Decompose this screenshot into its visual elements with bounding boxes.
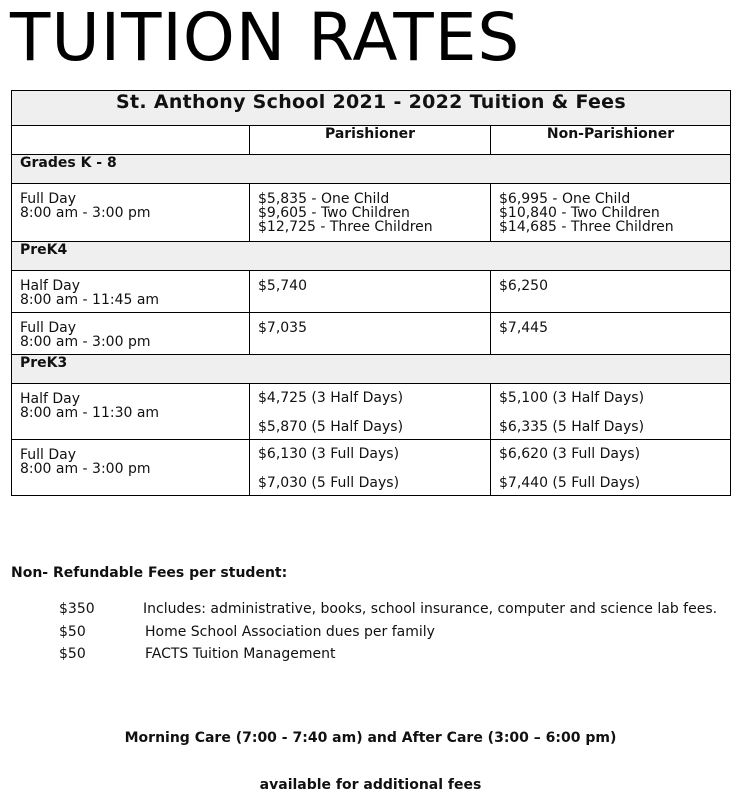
rate-line: $5,870 (5 Half Days): [258, 419, 404, 435]
session-name: Full Day: [20, 191, 77, 207]
care-line: Morning Care (7:00 - 7:40 am) and After Care (3:00 – 6:00 pm): [124, 730, 617, 746]
rate-line: $7,445: [499, 320, 548, 336]
section-heading: PreK4: [12, 242, 731, 271]
parishioner-rate-cell: [250, 384, 491, 440]
fee-amount: $350: [59, 601, 95, 617]
non-parishioner-rate-cell: [491, 313, 731, 355]
rate-line: $5,740: [258, 278, 307, 294]
rate-line: $7,035: [258, 320, 307, 336]
row-label: [12, 440, 250, 496]
rate-line: $9,605 - Two Children: [258, 205, 410, 221]
rate-line: $6,335 (5 Half Days): [499, 419, 645, 435]
fee-amount: $50: [59, 646, 86, 662]
row-label: [12, 313, 250, 355]
non-parishioner-rate-cell: [491, 271, 731, 313]
session-name: Half Day: [20, 391, 81, 407]
rate-line: $10,840 - Two Children: [499, 205, 660, 221]
table-row: [12, 313, 731, 355]
care-note: available for additional fees: [259, 777, 482, 793]
table-row: [12, 271, 731, 313]
fee-description: FACTS Tuition Management: [145, 646, 336, 662]
non-parishioner-rate-cell: [491, 440, 731, 496]
column-header-blank: [12, 126, 250, 155]
fee-item: [59, 601, 717, 617]
parishioner-rate-cell: [250, 440, 491, 496]
parishioner-rate-cell: [250, 271, 491, 313]
table-row: [12, 184, 731, 242]
section-row-prek3: [12, 355, 731, 384]
rate-line: $6,130 (3 Full Days): [258, 446, 400, 462]
parishioner-rate-cell: [250, 313, 491, 355]
parishioner-rate-cell: [250, 184, 491, 242]
fees-heading: Non- Refundable Fees per student:: [11, 565, 288, 581]
rate-line: $5,100 (3 Half Days): [499, 390, 645, 406]
section-heading: Grades K - 8: [12, 155, 731, 184]
fee-amount: $50: [59, 624, 86, 640]
session-hours: 8:00 am - 3:00 pm: [20, 334, 151, 350]
rate-line: $4,725 (3 Half Days): [258, 390, 404, 406]
rate-line: $6,620 (3 Full Days): [499, 446, 641, 462]
section-row-prek4: [12, 242, 731, 271]
rate-line: $5,835 - One Child: [258, 191, 390, 207]
tuition-table: [11, 90, 731, 496]
rate-line: $6,250: [499, 278, 548, 294]
table-caption-row: [12, 91, 731, 126]
row-label: [12, 184, 250, 242]
rate-line: $14,685 - Three Children: [499, 219, 674, 235]
rate-line: $7,440 (5 Full Days): [499, 475, 641, 491]
session-name: Full Day: [20, 320, 77, 336]
session-hours: 8:00 am - 3:00 pm: [20, 461, 151, 477]
column-header-non-parishioner: Non-Parishioner: [491, 126, 731, 155]
session-hours: 8:00 am - 11:30 am: [20, 405, 160, 421]
non-parishioner-rate-cell: [491, 384, 731, 440]
session-hours: 8:00 am - 11:45 am: [20, 292, 160, 308]
table-row: [12, 440, 731, 496]
row-label: [12, 384, 250, 440]
session-name: Half Day: [20, 278, 81, 294]
table-row: [12, 384, 731, 440]
table-header-row: [12, 126, 731, 155]
row-label: [12, 271, 250, 313]
fee-description: Includes: administrative, books, school insurance, computer and science lab fees.: [143, 601, 718, 617]
table-caption: St. Anthony School 2021 - 2022 Tuition & Fees: [12, 91, 731, 126]
fee-item: [59, 624, 435, 640]
rate-line: $7,030 (5 Full Days): [258, 475, 400, 491]
fee-item: [59, 646, 335, 662]
session-name: Full Day: [20, 447, 77, 463]
section-heading: PreK3: [12, 355, 731, 384]
column-header-parishioner: Parishioner: [250, 126, 491, 155]
session-hours: 8:00 am - 3:00 pm: [20, 205, 151, 221]
page-title: TUITION RATES: [10, 0, 521, 76]
fee-description: Home School Association dues per family: [145, 624, 435, 640]
section-row-grades-k-8: [12, 155, 731, 184]
non-parishioner-rate-cell: [491, 184, 731, 242]
rate-line: $6,995 - One Child: [499, 191, 631, 207]
rate-line: $12,725 - Three Children: [258, 219, 433, 235]
